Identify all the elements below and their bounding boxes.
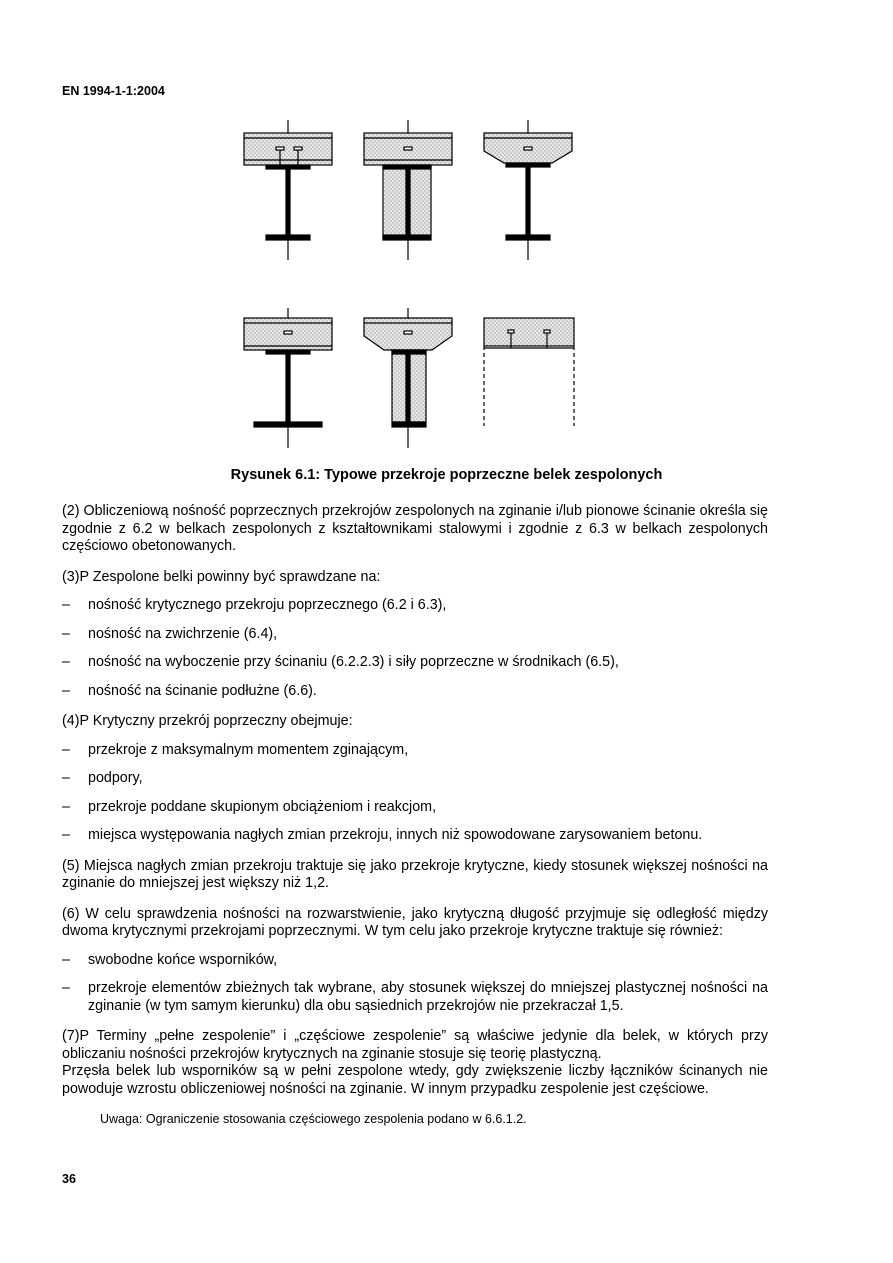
document-body <box>62 503 768 1129</box>
standard-header: EN 1994-1-1:2004 <box>62 84 165 98</box>
list-3 <box>62 597 768 700</box>
paragraph-2: (2) Obliczeniową nośność poprzecznych przekrojów zespolonych na zginanie i/lub pionowe ścinanie określa się zgodnie z 6.2 w belkach zespolonych z kształtownikami stalowymi i zgodnie z 6.3 w belkach zespolonych częściowo obetonowanych. <box>62 503 768 554</box>
list-item: – swobodne końce wsporników, <box>62 951 278 968</box>
list-item: – przekroje elementów zbieżnych tak wybrane, aby stosunek większej do mniejszej plastycznej nośności na zginanie (w tym samym kierunku) dla obu sąsiednich przekrojów nie przekraczał 1,5. <box>62 980 768 1014</box>
list-item: – nośność na ścinanie podłużne (6.6). <box>62 682 317 699</box>
list-item: – miejsca występowania nagłych zmian przekroju, innych niż spowodowane zarysowaniem betonu. <box>62 827 703 843</box>
section-6 <box>484 318 574 426</box>
list-item: – przekroje z maksymalnym momentem zginającym, <box>62 741 409 758</box>
section-3 <box>484 120 572 260</box>
list-4 <box>62 742 768 845</box>
paragraph-7b: Przęsła belek lub wsporników są w pełni zespolone wtedy, gdy zwiększenie liczby łączników ścinanych nie powoduje wzrostu obliczeniowej nośności na zginanie. W innym przypadku zespolenie jest częściowe. <box>62 1063 768 1097</box>
section-5 <box>364 308 452 448</box>
list-item: – przekroje poddane skupionym obciążeniom i reakcjom, <box>62 798 437 815</box>
page-number: 36 <box>62 1172 76 1186</box>
paragraph-7a: (7)P Terminy „pełne zespolenie” i „częściowe zespolenie” są właściwe jedynie dla belek, w których przy obliczaniu nośności przekrojów krytycznych na zginanie stosuje się teorię plastyczną. <box>62 1028 768 1062</box>
paragraph-6: (6) W celu sprawdzenia nośności na rozwarstwienie, jako krytyczną długość przyjmuje się odległość między dwoma krytycznymi przekrojami poprzecznymi. W tym celu jako przekroje krytyczne traktuje się również: <box>62 905 768 939</box>
list-6 <box>62 952 768 1016</box>
paragraph-4: (4)P Krytyczny przekrój poprzeczny obejmuje: <box>62 713 353 729</box>
list-item: – podpory, <box>62 770 143 786</box>
paragraph-5: (5) Miejsca nagłych zmian przekroju traktuje się jako przekroje krytyczne, kiedy stosunek większej nośności na zginanie do mniejszej jest większy niż 1,2. <box>62 857 768 891</box>
list-item: – nośność na wyboczenie przy ścinaniu (6.2.2.3) i siły poprzeczne w środnikach (6.5), <box>62 654 619 670</box>
figure-caption: Rysunek 6.1: Typowe przekroje poprzeczne belek zespolonych <box>230 467 663 483</box>
section-2 <box>364 120 452 260</box>
paragraph-3: (3)P Zespolone belki powinny być sprawdzane na: <box>62 568 381 585</box>
cross-sections-diagram-icon <box>232 118 582 458</box>
section-4 <box>244 308 332 448</box>
list-item: – nośność krytycznego przekroju poprzecznego (6.2 i 6.3), <box>62 597 447 613</box>
note: Uwaga: Ograniczenie stosowania częściowego zespolenia podano w 6.6.1.2. <box>100 1112 527 1126</box>
cross-sections-figure <box>232 118 582 458</box>
section-1 <box>244 120 332 260</box>
list-item: – nośność na zwichrzenie (6.4), <box>62 625 278 642</box>
